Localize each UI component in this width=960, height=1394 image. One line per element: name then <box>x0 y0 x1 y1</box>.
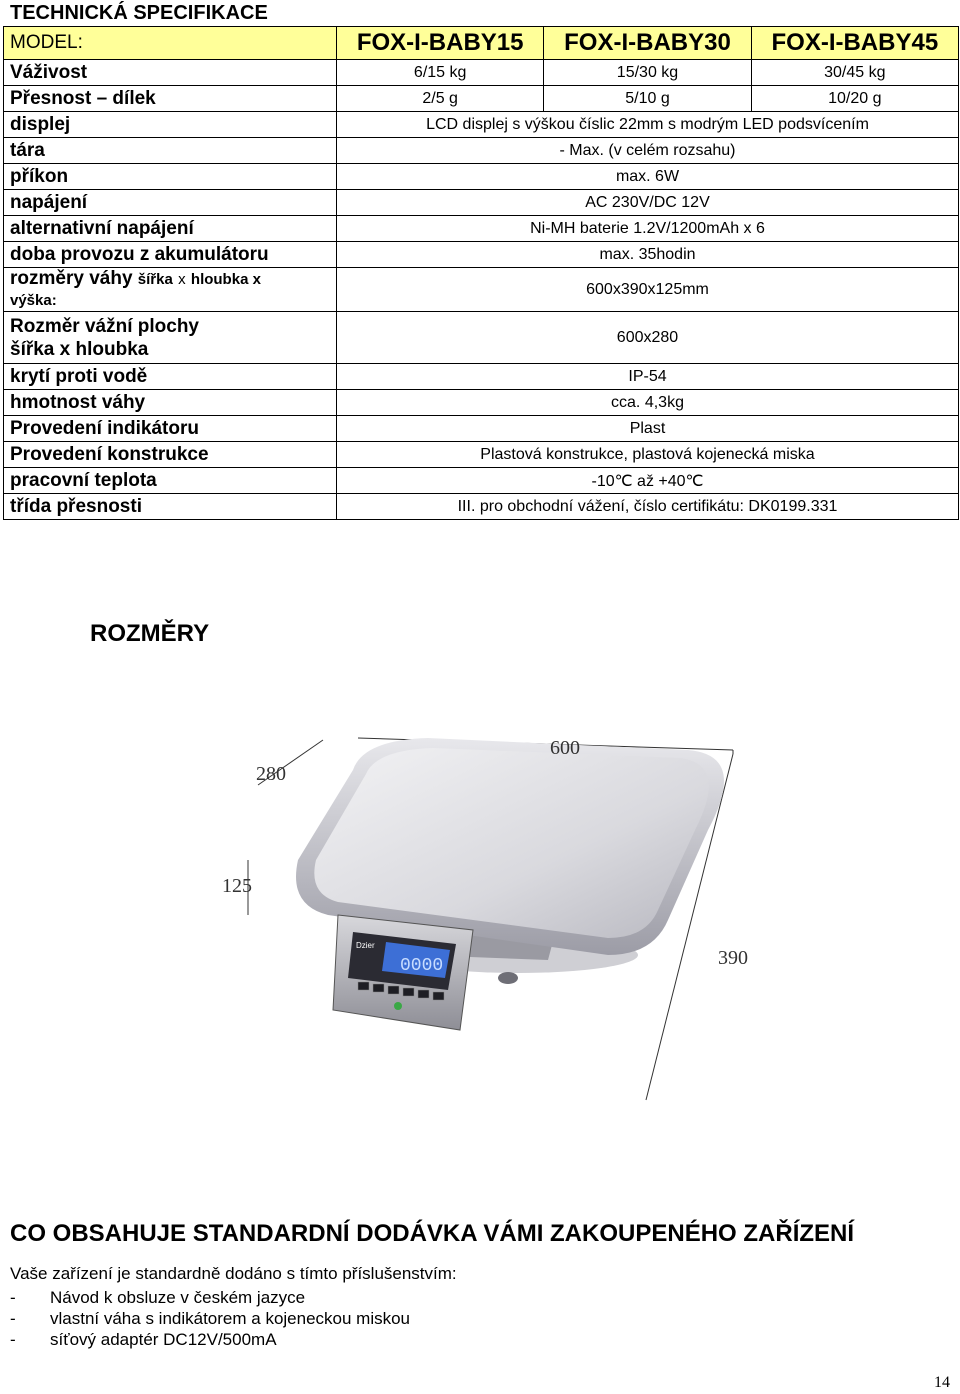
spec-value: 30/45 kg <box>751 60 958 86</box>
spec-value: 15/30 kg <box>544 60 751 86</box>
spec-label: napájení <box>4 190 337 216</box>
spec-label: třída přesnosti <box>4 494 337 520</box>
label-part: výška: <box>10 291 57 309</box>
list-item-text: vlastní váha s indikátorem a kojeneckou miskou <box>50 1309 411 1328</box>
label-part: šířka x hloubka <box>10 338 149 360</box>
spec-value: 600x390x125mm <box>337 268 959 312</box>
spec-label: Provedení indikátoru <box>4 416 337 442</box>
dim-label-height: 125 <box>222 875 252 897</box>
status-led <box>394 1002 402 1010</box>
spec-row-supply <box>4 190 959 216</box>
spec-row-water <box>4 364 959 390</box>
delivery-intro: Vaše zařízení je standardně dodáno s tímto příslušenstvím: <box>10 1264 457 1283</box>
dim-label-length: 390 <box>718 947 748 969</box>
list-item <box>10 1329 410 1350</box>
spec-label: displej <box>4 112 337 138</box>
model-row <box>4 27 959 60</box>
list-item <box>10 1308 410 1329</box>
spec-label: Váživost <box>4 60 337 86</box>
bullet: - <box>10 1330 16 1349</box>
page-number: 14 <box>934 1374 950 1391</box>
spec-row-tare <box>4 138 959 164</box>
spec-value: III. pro obchodní vážení, číslo certifikátu: DK0199.331 <box>337 494 959 520</box>
spec-row-alt-supply <box>4 216 959 242</box>
list-item-text: Návod k obsluze v českém jazyce <box>50 1288 306 1307</box>
label-part: hloubka x <box>190 270 261 288</box>
spec-value: AC 230V/DC 12V <box>337 190 959 216</box>
dim-label-width: 600 <box>550 737 580 759</box>
list-item-text: síťový adaptér DC12V/500mA <box>50 1330 277 1349</box>
lcd-reading: 0000 <box>400 956 444 976</box>
spec-row-weight <box>4 390 959 416</box>
spec-label <box>4 312 337 364</box>
dim-label-depth: 280 <box>256 763 286 785</box>
spec-label: příkon <box>4 164 337 190</box>
bullet: - <box>10 1288 16 1307</box>
model-name: FOX-I-BABY15 <box>337 27 544 60</box>
delivery-title: CO OBSAHUJE STANDARDNÍ DODÁVKA VÁMI ZAKOUPENÉHO ZAŘÍZENÍ <box>10 1220 855 1247</box>
spec-label: Provedení konstrukce <box>4 442 337 468</box>
spec-value: 600x280 <box>337 312 959 364</box>
spec-label <box>4 268 337 312</box>
spec-value: -10℃ až +40℃ <box>337 468 959 494</box>
spec-row-construction <box>4 442 959 468</box>
spec-row-battery-time <box>4 242 959 268</box>
spec-value: Plast <box>337 416 959 442</box>
scale-dimension-figure <box>188 710 768 1110</box>
spec-row-capacity <box>4 60 959 86</box>
foot <box>498 972 518 984</box>
spec-row-dimensions <box>4 268 959 312</box>
spec-row-accuracy-class <box>4 494 959 520</box>
spec-label: pracovní teplota <box>4 468 337 494</box>
spec-value: 5/10 g <box>544 86 751 112</box>
spec-title: TECHNICKÁ SPECIFIKACE <box>10 2 268 24</box>
delivery-list <box>10 1287 410 1350</box>
dimensions-heading: ROZMĚRY <box>90 620 210 647</box>
spec-value: IP-54 <box>337 364 959 390</box>
spec-value: Ni-MH baterie 1.2V/1200mAh x 6 <box>337 216 959 242</box>
list-item <box>10 1287 410 1308</box>
spec-value: 6/15 kg <box>337 60 544 86</box>
spec-row-display <box>4 112 959 138</box>
label-part: Rozměr vážní plochy <box>10 315 199 337</box>
label-part: šířka <box>137 270 173 288</box>
model-name: FOX-I-BABY30 <box>544 27 751 60</box>
spec-row-power <box>4 164 959 190</box>
spec-row-indicator <box>4 416 959 442</box>
spec-row-precision <box>4 86 959 112</box>
brand-label: Dzier <box>356 941 375 950</box>
spec-value: cca. 4,3kg <box>337 390 959 416</box>
model-name: FOX-I-BABY45 <box>751 27 958 60</box>
spec-row-temperature <box>4 468 959 494</box>
spec-label: alternativní napájení <box>4 216 337 242</box>
spec-label: krytí proti vodě <box>4 364 337 390</box>
spec-row-platform <box>4 312 959 364</box>
spec-label: hmotnost váhy <box>4 390 337 416</box>
model-label: MODEL: <box>4 27 337 60</box>
spec-value: max. 35hodin <box>337 242 959 268</box>
spec-value: 2/5 g <box>337 86 544 112</box>
spec-value: max. 6W <box>337 164 959 190</box>
spec-label: Přesnost – dílek <box>4 86 337 112</box>
spec-label: tára <box>4 138 337 164</box>
bullet: - <box>10 1309 16 1328</box>
spec-value: - Max. (v celém rozsahu) <box>337 138 959 164</box>
spec-label: doba provozu z akumulátoru <box>4 242 337 268</box>
spec-value: 10/20 g <box>751 86 958 112</box>
label-part: rozměry váhy <box>10 267 133 289</box>
label-part: x <box>178 270 186 288</box>
spec-value: Plastová konstrukce, plastová kojenecká miska <box>337 442 959 468</box>
spec-table <box>3 26 959 520</box>
spec-value: LCD displej s výškou číslic 22mm s modrým LED podsvícením <box>337 112 959 138</box>
